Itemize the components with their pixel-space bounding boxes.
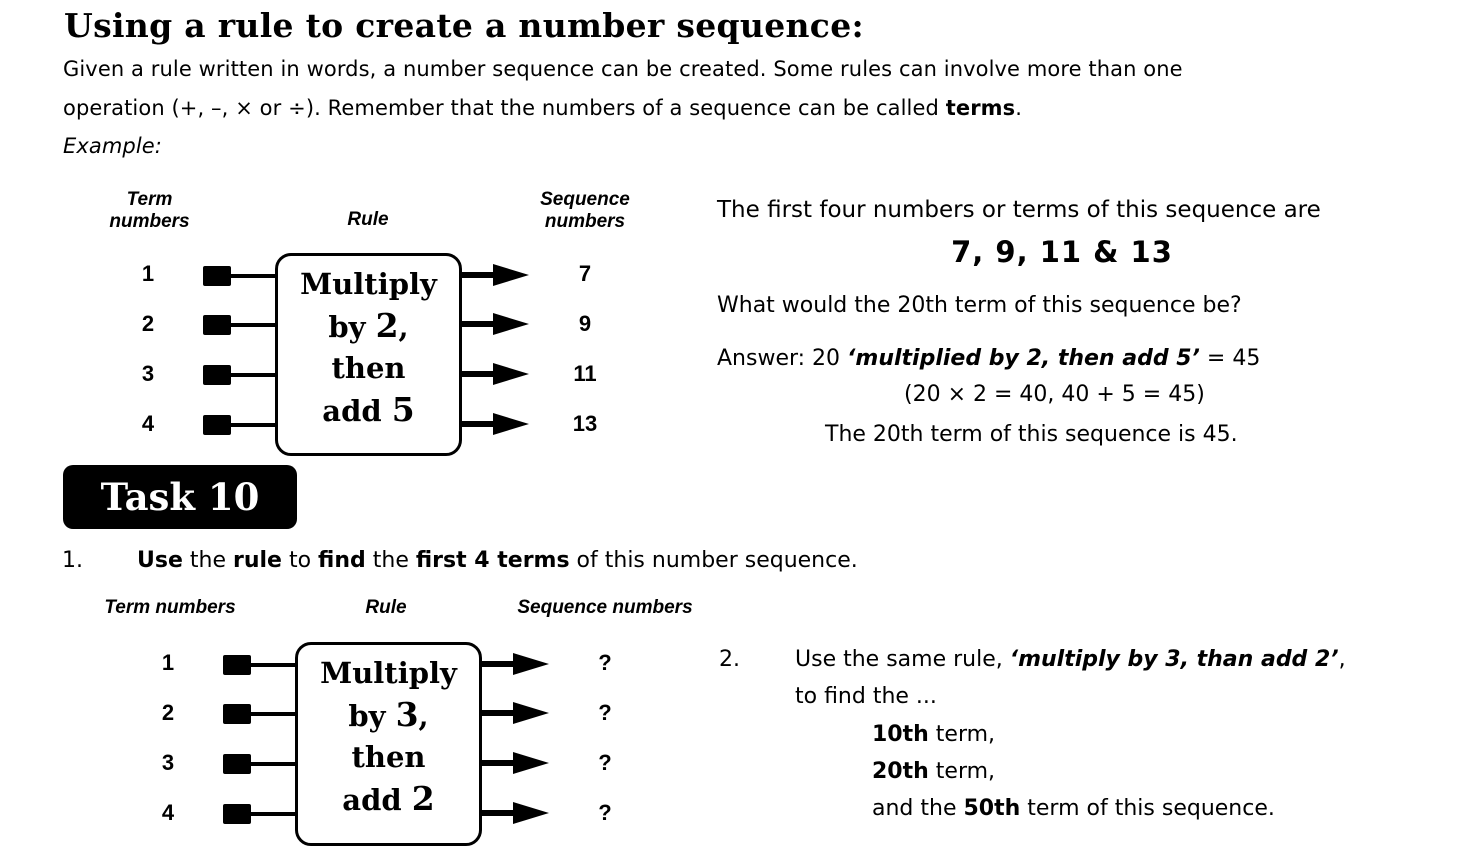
task-term-number: 3 bbox=[161, 750, 175, 775]
input-wire bbox=[229, 423, 277, 427]
input-wire bbox=[229, 373, 277, 377]
q2-item-10th: 10th term, bbox=[872, 722, 996, 747]
input-plug-icon bbox=[223, 754, 251, 774]
input-plug-icon bbox=[203, 415, 231, 435]
input-wire bbox=[229, 274, 277, 278]
example-term-number: 1 bbox=[141, 261, 155, 286]
q1-text-part: of this number sequence. bbox=[569, 548, 858, 573]
q1-text-part: find bbox=[318, 548, 366, 573]
example-sequence-number: 13 bbox=[572, 411, 598, 436]
task-sequence-answer: ? bbox=[598, 800, 612, 825]
example-sequence-number: 9 bbox=[578, 311, 592, 336]
q1-text-part: first 4 terms bbox=[415, 548, 570, 573]
input-wire bbox=[249, 712, 297, 716]
q1-text-part: the bbox=[182, 548, 233, 573]
terms-keyword: terms bbox=[945, 96, 1016, 120]
intro-line-2: operation (+, –, × or ÷). Remember that the numbers of a sequence can be called terms. bbox=[63, 96, 1023, 120]
q1-text-part: Use bbox=[137, 548, 183, 573]
arrow-head-icon bbox=[493, 264, 529, 286]
example-sequence-number: 7 bbox=[578, 261, 592, 286]
example-answer: Answer: 20 ‘multiplied by 2, then add 5’ = 45 bbox=[717, 346, 1261, 371]
example-label: Example: bbox=[63, 134, 162, 158]
task-term-number: 2 bbox=[161, 700, 175, 725]
q1-number: 1. bbox=[62, 548, 83, 573]
example-sequence-number: 11 bbox=[573, 361, 597, 386]
task-header-term-numbers: Term numbers bbox=[104, 597, 236, 618]
task-term-number: 4 bbox=[161, 800, 175, 825]
task-header-sequence-numbers: Sequence numbers bbox=[517, 597, 693, 618]
output-arrow-icon bbox=[479, 661, 515, 667]
example-rule-box: Multiply by 2, then add 5 bbox=[275, 253, 462, 456]
input-plug-icon bbox=[223, 704, 251, 724]
task-sequence-answer: ? bbox=[598, 700, 612, 725]
output-arrow-icon bbox=[459, 371, 495, 377]
arrow-head-icon bbox=[513, 802, 549, 824]
task-badge: Task 10 bbox=[63, 465, 297, 529]
example-conclusion: The 20th term of this sequence is 45. bbox=[825, 422, 1238, 447]
q1-text-part: the bbox=[365, 548, 416, 573]
input-plug-icon bbox=[203, 365, 231, 385]
input-wire bbox=[249, 762, 297, 766]
arrow-head-icon bbox=[513, 653, 549, 675]
q2-item-20th: 20th term, bbox=[872, 759, 996, 784]
example-header-term-numbers: Term numbers bbox=[109, 189, 190, 232]
example-term-number: 3 bbox=[141, 361, 155, 386]
example-calculation: (20 × 2 = 40, 40 + 5 = 45) bbox=[904, 382, 1205, 407]
arrow-head-icon bbox=[493, 363, 529, 385]
input-wire bbox=[249, 663, 297, 667]
output-arrow-icon bbox=[459, 272, 495, 278]
input-plug-icon bbox=[223, 804, 251, 824]
input-wire bbox=[229, 323, 277, 327]
task-sequence-answer: ? bbox=[598, 750, 612, 775]
output-arrow-icon bbox=[479, 760, 515, 766]
task-rule-box: Multiply by 3, then add 2 bbox=[295, 642, 482, 846]
output-arrow-icon bbox=[459, 321, 495, 327]
output-arrow-icon bbox=[459, 421, 495, 427]
arrow-head-icon bbox=[493, 313, 529, 335]
task-header-rule: Rule bbox=[365, 597, 407, 618]
q2-line-1: Use the same rule, ‘multiply by 3, than add 2’, bbox=[795, 647, 1346, 672]
q2-item-50th: and the 50th term of this sequence. bbox=[872, 796, 1275, 821]
intro-line-1: Given a rule written in words, a number sequence can be created. Some rules can involve more than one bbox=[63, 57, 1183, 81]
q2-number: 2. bbox=[719, 647, 740, 672]
example-term-number: 2 bbox=[141, 311, 155, 336]
q1-text bbox=[137, 548, 858, 573]
output-arrow-icon bbox=[479, 710, 515, 716]
q1-text-part: to bbox=[281, 548, 319, 573]
task-term-number: 1 bbox=[161, 650, 175, 675]
arrow-head-icon bbox=[513, 752, 549, 774]
task-sequence-answer: ? bbox=[598, 650, 612, 675]
arrow-head-icon bbox=[513, 702, 549, 724]
output-arrow-icon bbox=[479, 810, 515, 816]
explain-line-1: The first four numbers or terms of this sequence are bbox=[717, 197, 1321, 223]
example-question: What would the 20th term of this sequence be? bbox=[717, 293, 1242, 318]
example-term-number: 4 bbox=[141, 411, 155, 436]
input-plug-icon bbox=[223, 655, 251, 675]
q2-line-2: to find the ... bbox=[795, 684, 937, 709]
input-wire bbox=[249, 812, 297, 816]
example-header-rule: Rule bbox=[347, 209, 389, 230]
page-title: Using a rule to create a number sequence: bbox=[64, 6, 864, 45]
input-plug-icon bbox=[203, 266, 231, 286]
arrow-head-icon bbox=[493, 413, 529, 435]
q1-text-part: rule bbox=[232, 548, 282, 573]
input-plug-icon bbox=[203, 315, 231, 335]
example-header-sequence-numbers: Sequence numbers bbox=[540, 189, 630, 232]
example-terms-list: 7, 9, 11 & 13 bbox=[951, 235, 1173, 269]
